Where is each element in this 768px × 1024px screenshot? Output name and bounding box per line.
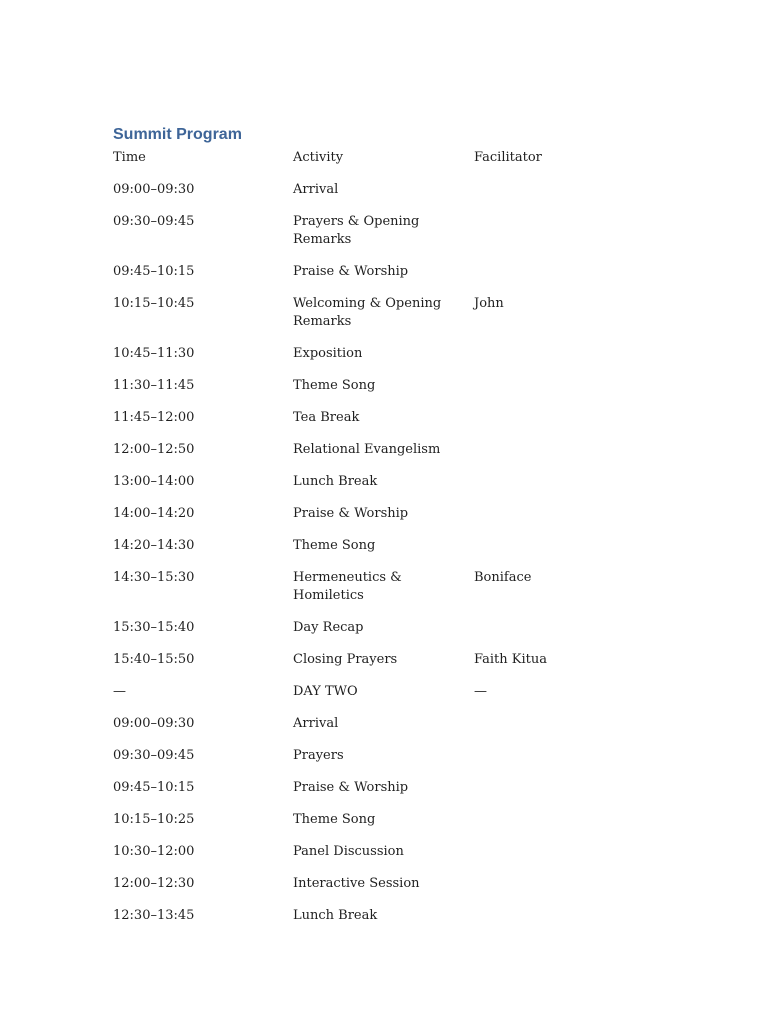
table-row [113, 843, 653, 861]
schedule-table-body [113, 181, 653, 925]
cell-facilitator [474, 537, 624, 555]
header-facilitator: Facilitator [474, 150, 542, 165]
cell-time: 11:30–11:45 [113, 378, 195, 393]
cell-time: 12:30–13:45 [113, 908, 195, 923]
cell-time: 13:00–14:00 [113, 474, 195, 489]
table-row [113, 875, 653, 893]
cell-time: 12:00–12:50 [113, 442, 195, 457]
table-row [113, 181, 653, 199]
cell-time: 09:45–10:15 [113, 780, 195, 795]
table-row [113, 409, 653, 427]
table-row [113, 651, 653, 669]
cell-activity: Exposition [293, 346, 363, 361]
cell-time: 10:30–12:00 [113, 844, 195, 859]
table-row [113, 907, 653, 925]
cell-activity: Praise & Worship [293, 780, 409, 795]
cell-facilitator [474, 715, 624, 733]
cell-activity: Theme Song [293, 538, 376, 553]
cell-time: 09:30–09:45 [113, 748, 195, 763]
cell-facilitator [474, 377, 624, 395]
table-row [113, 811, 653, 829]
table-row [113, 537, 653, 555]
header-activity: Activity [293, 150, 344, 165]
table-row [113, 715, 653, 733]
cell-time: 09:00–09:30 [113, 182, 195, 197]
cell-activity: Theme Song [293, 812, 376, 827]
cell-time: 15:30–15:40 [113, 620, 195, 635]
table-row [113, 619, 653, 637]
cell-time: 11:45–12:00 [113, 410, 195, 425]
cell-facilitator [474, 811, 624, 829]
cell-activity: Tea Break [293, 410, 360, 425]
cell-facilitator [474, 505, 624, 523]
cell-facilitator [474, 181, 624, 199]
cell-time: — [113, 684, 126, 699]
cell-time: 14:30–15:30 [113, 570, 195, 585]
cell-facilitator [474, 875, 624, 893]
table-row [113, 377, 653, 395]
table-row [113, 569, 653, 605]
cell-time: 10:15–10:45 [113, 296, 195, 311]
cell-facilitator: Faith Kitua [474, 652, 547, 667]
document-title: Summit Program [113, 126, 242, 143]
cell-time: 09:30–09:45 [113, 214, 195, 229]
cell-activity: Lunch Break [293, 908, 378, 923]
cell-facilitator [474, 747, 624, 765]
cell-activity: Praise & Worship [293, 264, 409, 279]
cell-activity: Theme Song [293, 378, 376, 393]
cell-facilitator [474, 619, 624, 637]
cell-time: 09:00–09:30 [113, 716, 195, 731]
table-row [113, 747, 653, 765]
cell-activity: DAY TWO [293, 684, 358, 699]
cell-time: 15:40–15:50 [113, 652, 195, 667]
header-time: Time [113, 150, 146, 165]
table-row [113, 473, 653, 491]
cell-facilitator [474, 843, 624, 861]
cell-time: 12:00–12:30 [113, 876, 195, 891]
cell-activity: Prayers [293, 748, 344, 763]
cell-activity: Welcoming & Opening Remarks [293, 296, 442, 329]
table-header-row [113, 149, 653, 167]
document-page [113, 124, 653, 939]
cell-activity: Day Recap [293, 620, 364, 635]
cell-time: 14:00–14:20 [113, 506, 195, 521]
cell-facilitator: — [474, 684, 487, 699]
cell-facilitator [474, 409, 624, 427]
table-row [113, 345, 653, 363]
table-row [113, 779, 653, 797]
cell-facilitator [474, 779, 624, 797]
cell-time: 10:15–10:25 [113, 812, 195, 827]
table-row [113, 683, 653, 701]
cell-activity: Arrival [293, 182, 339, 197]
cell-activity: Lunch Break [293, 474, 378, 489]
cell-activity: Panel Discussion [293, 844, 404, 859]
cell-facilitator: Boniface [474, 570, 532, 585]
cell-facilitator [474, 473, 624, 491]
cell-facilitator [474, 213, 624, 249]
cell-facilitator [474, 907, 624, 925]
table-row [113, 295, 653, 331]
cell-activity: Closing Prayers [293, 652, 398, 667]
cell-time: 10:45–11:30 [113, 346, 195, 361]
cell-activity: Hermeneutics & Homiletics [293, 570, 402, 603]
cell-activity: Arrival [293, 716, 339, 731]
table-row [113, 441, 653, 459]
cell-facilitator [474, 263, 624, 281]
cell-facilitator [474, 345, 624, 363]
cell-facilitator: John [474, 296, 504, 311]
cell-activity: Interactive Session [293, 876, 420, 891]
cell-time: 09:45–10:15 [113, 264, 195, 279]
cell-activity: Praise & Worship [293, 506, 409, 521]
table-row [113, 505, 653, 523]
cell-activity: Relational Evangelism [293, 442, 441, 457]
table-row [113, 263, 653, 281]
table-row [113, 213, 653, 249]
cell-activity: Prayers & Opening Remarks [293, 214, 420, 247]
cell-time: 14:20–14:30 [113, 538, 195, 553]
cell-facilitator [474, 441, 624, 459]
